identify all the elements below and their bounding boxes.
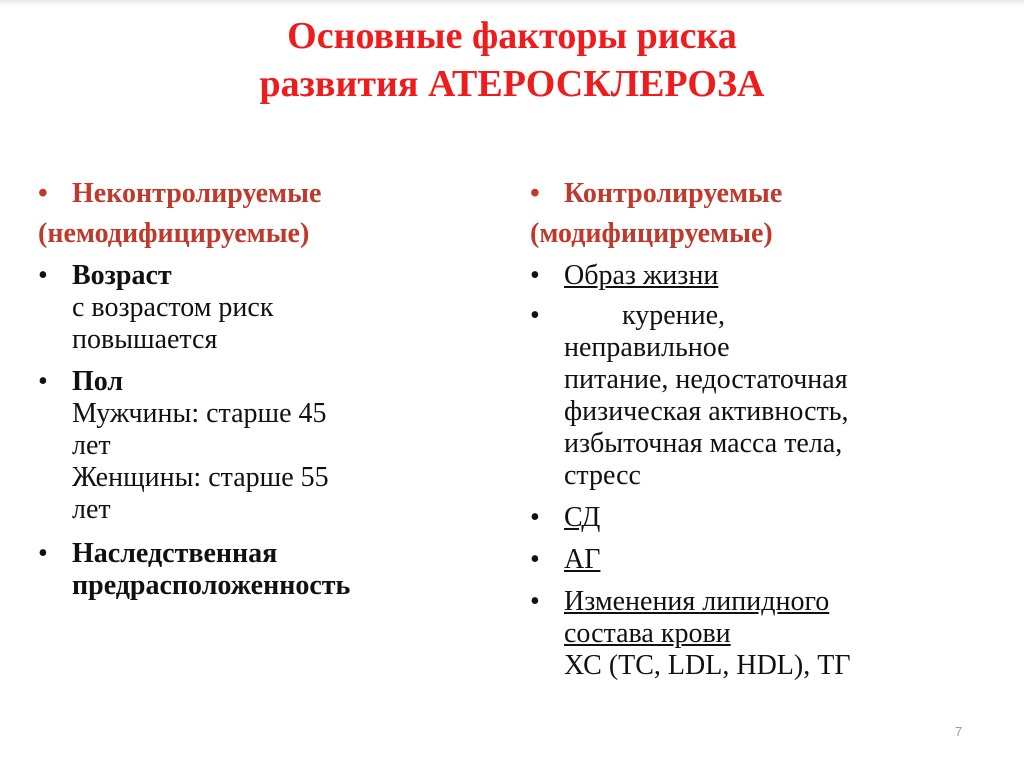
age-factor: [38, 260, 498, 356]
factors-line-3: питание, недостаточная: [564, 364, 848, 395]
factors-line-5: избыточная масса тела,: [564, 428, 843, 459]
slide-top-edge: [0, 0, 1024, 6]
lipid-line-3: ХС (ТС, LDL, HDL), ТГ: [564, 650, 851, 681]
controlled-heading-sub: (модифицируемые): [530, 218, 773, 249]
lipid-factor: [530, 586, 970, 682]
uncontrolled-heading-text: Неконтролируемые: [72, 178, 322, 209]
controlled-heading-text: Контролируемые: [564, 178, 783, 209]
heredity-factor: [38, 538, 498, 602]
controlled-heading: [530, 178, 970, 210]
lifestyle-text: Образ жизни: [564, 260, 719, 291]
slide-title: [0, 12, 1024, 108]
page-number: 7: [955, 724, 963, 739]
bullet-icon: •: [530, 586, 540, 617]
bullet-icon: •: [530, 502, 540, 533]
sex-line-1: Мужчины: старше 45: [72, 398, 327, 429]
sex-title: Пол: [72, 366, 124, 397]
diabetes-text: СД: [564, 502, 601, 533]
lifestyle-factor: [530, 260, 970, 292]
sex-line-3: Женщины: старше 55: [72, 462, 329, 493]
heredity-line-1: Наследственная: [72, 538, 278, 569]
uncontrolled-factors-column: [38, 178, 498, 602]
title-line-2: развития АТЕРОСКЛЕРОЗА: [259, 63, 765, 105]
hypertension-factor: [530, 544, 970, 576]
bullet-icon: •: [530, 300, 540, 331]
factors-line-1: курение,: [622, 300, 726, 331]
bullet-icon: •: [38, 260, 48, 291]
bullet-icon: •: [530, 544, 540, 575]
bullet-icon: •: [38, 178, 48, 209]
controlled-factors-column: [530, 178, 970, 682]
age-line-2: повышается: [72, 324, 218, 355]
hypertension-text: АГ: [564, 544, 601, 575]
diabetes-factor: [530, 502, 970, 534]
title-line-1: Основные факторы риска: [287, 15, 737, 57]
bullet-icon: •: [38, 538, 48, 569]
sex-factor: [38, 366, 498, 526]
bullet-icon: •: [530, 260, 540, 291]
factors-line-6: стресс: [564, 460, 641, 491]
age-title: Возраст: [72, 260, 172, 291]
heredity-line-2: предрасположенность: [72, 570, 351, 601]
bullet-icon: •: [530, 178, 540, 209]
uncontrolled-heading-sub: (немодифицируемые): [38, 218, 310, 249]
sex-line-4: лет: [72, 494, 111, 525]
lifestyle-details: [530, 300, 970, 492]
lipid-line-2: состава крови: [564, 618, 731, 649]
age-line-1: с возрастом риск: [72, 292, 274, 323]
lipid-line-1: Изменения липидного: [564, 586, 830, 617]
uncontrolled-heading: [38, 178, 498, 210]
sex-line-2: лет: [72, 430, 111, 461]
bullet-icon: •: [38, 366, 48, 397]
factors-line-4: физическая активность,: [564, 396, 849, 427]
factors-line-2: неправильное: [564, 332, 730, 363]
